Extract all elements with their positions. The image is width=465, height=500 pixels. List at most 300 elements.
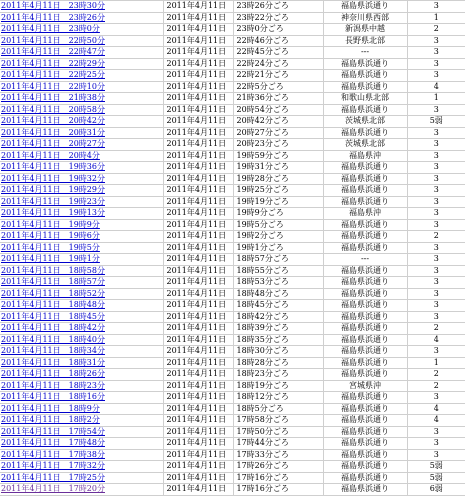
observed-date: 2011年4月11日 xyxy=(163,12,233,24)
report-link[interactable]: 2011年4月11日 22時10分 xyxy=(1,81,105,91)
observed-time: 21時36分ごろ xyxy=(233,93,323,105)
observed-date: 2011年4月11日 xyxy=(163,185,233,197)
table-row xyxy=(0,277,465,289)
report-link-cell xyxy=(0,1,163,13)
epicenter-area: 福島県浜通り xyxy=(323,58,407,70)
observed-time: 19時31分ごろ xyxy=(233,162,323,174)
report-link[interactable]: 2011年4月11日 18時31分 xyxy=(1,357,105,367)
report-link[interactable]: 2011年4月11日 17時54分 xyxy=(1,426,105,436)
report-link[interactable]: 2011年4月11日 23時26分 xyxy=(1,12,105,22)
observed-date: 2011年4月11日 xyxy=(163,231,233,243)
report-link[interactable]: 2011年4月11日 23時0分 xyxy=(1,24,100,34)
report-link[interactable]: 2011年4月11日 22時29分 xyxy=(1,58,105,68)
observed-date: 2011年4月11日 xyxy=(163,70,233,82)
report-link[interactable]: 2011年4月11日 18時34分 xyxy=(1,346,105,356)
max-intensity: 2 xyxy=(407,231,465,243)
report-link[interactable]: 2011年4月11日 19時9分 xyxy=(1,219,100,229)
observed-date: 2011年4月11日 xyxy=(163,81,233,93)
report-link-cell xyxy=(0,484,163,496)
table-row xyxy=(0,81,465,93)
report-link[interactable]: 2011年4月11日 18時2分 xyxy=(1,415,100,425)
epicenter-area: 茨城県北部 xyxy=(323,139,407,151)
report-link-cell xyxy=(0,323,163,335)
report-link[interactable]: 2011年4月11日 17時38分 xyxy=(1,449,105,459)
report-link[interactable]: 2011年4月11日 20時4分 xyxy=(1,150,100,160)
table-row xyxy=(0,403,465,415)
max-intensity: 3 xyxy=(407,47,465,59)
report-link[interactable]: 2011年4月11日 18時58分 xyxy=(1,265,105,275)
observed-time: 17時33分ごろ xyxy=(233,449,323,461)
report-link-cell xyxy=(0,70,163,82)
observed-date: 2011年4月11日 xyxy=(163,380,233,392)
report-link-cell xyxy=(0,219,163,231)
observed-date: 2011年4月11日 xyxy=(163,242,233,254)
observed-time: 19時2分ごろ xyxy=(233,231,323,243)
observed-date: 2011年4月11日 xyxy=(163,24,233,36)
epicenter-area: 福島県浜通り xyxy=(323,449,407,461)
observed-date: 2011年4月11日 xyxy=(163,357,233,369)
report-link[interactable]: 2011年4月11日 19時36分 xyxy=(1,162,105,172)
report-link-cell xyxy=(0,58,163,70)
table-row xyxy=(0,93,465,105)
report-link-cell xyxy=(0,311,163,323)
epicenter-area: 福島県浜通り xyxy=(323,484,407,496)
report-link-cell xyxy=(0,162,163,174)
epicenter-area: 福島県浜通り xyxy=(323,403,407,415)
table-row xyxy=(0,185,465,197)
report-link[interactable]: 2011年4月11日 19時32分 xyxy=(1,173,105,183)
observed-date: 2011年4月11日 xyxy=(163,346,233,358)
max-intensity: 3 xyxy=(407,265,465,277)
max-intensity: 5弱 xyxy=(407,461,465,473)
observed-time: 20時27分ごろ xyxy=(233,127,323,139)
max-intensity: 3 xyxy=(407,426,465,438)
table-row xyxy=(0,173,465,185)
report-link[interactable]: 2011年4月11日 17時20分 xyxy=(1,484,105,494)
table-row xyxy=(0,449,465,461)
report-link-cell xyxy=(0,461,163,473)
observed-date: 2011年4月11日 xyxy=(163,484,233,496)
observed-time: 19時59分ごろ xyxy=(233,150,323,162)
max-intensity: 3 xyxy=(407,449,465,461)
epicenter-area: 福島県浜通り xyxy=(323,472,407,484)
observed-date: 2011年4月11日 xyxy=(163,219,233,231)
report-link[interactable]: 2011年4月11日 17時25分 xyxy=(1,472,105,482)
report-link-cell xyxy=(0,81,163,93)
max-intensity: 3 xyxy=(407,219,465,231)
table-row xyxy=(0,472,465,484)
max-intensity: 3 xyxy=(407,150,465,162)
report-link-cell xyxy=(0,104,163,116)
table-row xyxy=(0,323,465,335)
report-link-cell xyxy=(0,196,163,208)
max-intensity: 4 xyxy=(407,403,465,415)
report-link-cell xyxy=(0,380,163,392)
observed-time: 17時26分ごろ xyxy=(233,461,323,473)
observed-time: 18時35分ごろ xyxy=(233,334,323,346)
report-link-cell xyxy=(0,357,163,369)
epicenter-area: 福島県浜通り xyxy=(323,288,407,300)
observed-time: 18時30分ごろ xyxy=(233,346,323,358)
table-row xyxy=(0,139,465,151)
report-link[interactable]: 2011年4月11日 19時5分 xyxy=(1,242,100,252)
table-row xyxy=(0,484,465,496)
report-link-cell xyxy=(0,254,163,266)
observed-time: 23時22分ごろ xyxy=(233,12,323,24)
report-link[interactable]: 2011年4月11日 22時50分 xyxy=(1,35,105,45)
epicenter-area: 福島県浜通り xyxy=(323,219,407,231)
observed-time: 17時58分ごろ xyxy=(233,415,323,427)
max-intensity: 3 xyxy=(407,438,465,450)
report-link-cell xyxy=(0,24,163,36)
table-row xyxy=(0,127,465,139)
observed-time: 18時28分ごろ xyxy=(233,357,323,369)
table-row xyxy=(0,357,465,369)
report-link-cell xyxy=(0,12,163,24)
report-link[interactable]: 2011年4月11日 18時45分 xyxy=(1,311,105,321)
max-intensity: 2 xyxy=(407,380,465,392)
observed-date: 2011年4月11日 xyxy=(163,300,233,312)
epicenter-area: 福島県沖 xyxy=(323,150,407,162)
table-row xyxy=(0,254,465,266)
report-link[interactable]: 2011年4月11日 19時1分 xyxy=(1,254,100,264)
max-intensity: 3 xyxy=(407,208,465,220)
report-link-cell xyxy=(0,185,163,197)
table-row xyxy=(0,24,465,36)
max-intensity: 4 xyxy=(407,81,465,93)
observed-time: 19時19分ごろ xyxy=(233,196,323,208)
table-row xyxy=(0,150,465,162)
report-link-cell xyxy=(0,426,163,438)
observed-time: 20時42分ごろ xyxy=(233,116,323,128)
observed-time: 17時50分ごろ xyxy=(233,426,323,438)
table-row xyxy=(0,334,465,346)
max-intensity: 3 xyxy=(407,242,465,254)
max-intensity: 3 xyxy=(407,196,465,208)
observed-date: 2011年4月11日 xyxy=(163,150,233,162)
observed-time: 18時53分ごろ xyxy=(233,277,323,289)
observed-time: 19時28分ごろ xyxy=(233,173,323,185)
max-intensity: 4 xyxy=(407,415,465,427)
max-intensity: 1 xyxy=(407,357,465,369)
report-link[interactable]: 2011年4月11日 18時9分 xyxy=(1,403,100,413)
observed-date: 2011年4月11日 xyxy=(163,438,233,450)
report-link-cell xyxy=(0,127,163,139)
report-link-cell xyxy=(0,47,163,59)
epicenter-area: 福島県浜通り xyxy=(323,392,407,404)
report-link[interactable]: 2011年4月11日 20時27分 xyxy=(1,139,105,149)
observed-date: 2011年4月11日 xyxy=(163,311,233,323)
max-intensity: 3 xyxy=(407,185,465,197)
observed-date: 2011年4月11日 xyxy=(163,472,233,484)
observed-date: 2011年4月11日 xyxy=(163,35,233,47)
table-row xyxy=(0,231,465,243)
observed-time: 18時42分ごろ xyxy=(233,311,323,323)
report-link-cell xyxy=(0,438,163,450)
observed-time: 20時23分ごろ xyxy=(233,139,323,151)
observed-time: 18時55分ごろ xyxy=(233,265,323,277)
table-row xyxy=(0,104,465,116)
observed-time: 22時5分ごろ xyxy=(233,81,323,93)
report-link[interactable]: 2011年4月11日 18時48分 xyxy=(1,300,105,310)
max-intensity: 3 xyxy=(407,311,465,323)
max-intensity: 2 xyxy=(407,323,465,335)
observed-time: 18時45分ごろ xyxy=(233,300,323,312)
report-link[interactable]: 2011年4月11日 19時6分 xyxy=(1,231,100,241)
observed-date: 2011年4月11日 xyxy=(163,449,233,461)
report-link[interactable]: 2011年4月11日 18時57分 xyxy=(1,277,105,287)
epicenter-area: 福島県浜通り xyxy=(323,334,407,346)
observed-time: 22時46分ごろ xyxy=(233,35,323,47)
report-link[interactable]: 2011年4月11日 22時25分 xyxy=(1,70,105,80)
observed-date: 2011年4月11日 xyxy=(163,173,233,185)
observed-time: 18時12分ごろ xyxy=(233,392,323,404)
observed-date: 2011年4月11日 xyxy=(163,277,233,289)
report-link-cell xyxy=(0,231,163,243)
observed-time: 19時1分ごろ xyxy=(233,242,323,254)
observed-date: 2011年4月11日 xyxy=(163,461,233,473)
epicenter-area: 新潟県中越 xyxy=(323,24,407,36)
observed-date: 2011年4月11日 xyxy=(163,1,233,13)
max-intensity: 3 xyxy=(407,139,465,151)
report-link-cell xyxy=(0,403,163,415)
epicenter-area: 福島県浜通り xyxy=(323,357,407,369)
report-link-cell xyxy=(0,242,163,254)
observed-time: 20時54分ごろ xyxy=(233,104,323,116)
table-row xyxy=(0,392,465,404)
epicenter-area: 福島県浜通り xyxy=(323,127,407,139)
epicenter-area: 福島県浜通り xyxy=(323,300,407,312)
observed-time: 23時26分ごろ xyxy=(233,1,323,13)
table-row xyxy=(0,242,465,254)
max-intensity: 5弱 xyxy=(407,116,465,128)
observed-date: 2011年4月11日 xyxy=(163,116,233,128)
report-link[interactable]: 2011年4月11日 21時38分 xyxy=(1,93,105,103)
max-intensity: 1 xyxy=(407,12,465,24)
observed-time: 17時44分ごろ xyxy=(233,438,323,450)
epicenter-area: 福島県浜通り xyxy=(323,81,407,93)
table-row xyxy=(0,380,465,392)
observed-date: 2011年4月11日 xyxy=(163,265,233,277)
table-row xyxy=(0,35,465,47)
observed-date: 2011年4月11日 xyxy=(163,415,233,427)
table-row xyxy=(0,311,465,323)
report-link[interactable]: 2011年4月11日 17時48分 xyxy=(1,438,105,448)
epicenter-area: 福島県浜通り xyxy=(323,415,407,427)
max-intensity: 4 xyxy=(407,334,465,346)
report-link[interactable]: 2011年4月11日 18時42分 xyxy=(1,323,105,333)
observed-date: 2011年4月11日 xyxy=(163,196,233,208)
epicenter-area: 和歌山県北部 xyxy=(323,93,407,105)
max-intensity: 3 xyxy=(407,1,465,13)
epicenter-area: 福島県浜通り xyxy=(323,196,407,208)
max-intensity: 3 xyxy=(407,392,465,404)
report-link-cell xyxy=(0,93,163,105)
report-link[interactable]: 2011年4月11日 20時31分 xyxy=(1,127,105,137)
report-link[interactable]: 2011年4月11日 18時40分 xyxy=(1,334,105,344)
report-link-cell xyxy=(0,346,163,358)
observed-time: 22時45分ごろ xyxy=(233,47,323,59)
report-link-cell xyxy=(0,208,163,220)
report-link-cell xyxy=(0,472,163,484)
observed-time: 18時39分ごろ xyxy=(233,323,323,335)
table-row xyxy=(0,426,465,438)
report-link-cell xyxy=(0,300,163,312)
table-row xyxy=(0,12,465,24)
report-link-cell xyxy=(0,116,163,128)
max-intensity: 3 xyxy=(407,58,465,70)
observed-date: 2011年4月11日 xyxy=(163,104,233,116)
table-row xyxy=(0,47,465,59)
epicenter-area: 福島県浜通り xyxy=(323,461,407,473)
observed-date: 2011年4月11日 xyxy=(163,47,233,59)
max-intensity: 3 xyxy=(407,173,465,185)
epicenter-area: 福島県浜通り xyxy=(323,1,407,13)
observed-date: 2011年4月11日 xyxy=(163,208,233,220)
epicenter-area: 宮城県沖 xyxy=(323,380,407,392)
report-link-cell xyxy=(0,288,163,300)
report-link-cell xyxy=(0,415,163,427)
report-link[interactable]: 2011年4月11日 20時42分 xyxy=(1,116,105,126)
report-link-cell xyxy=(0,173,163,185)
report-link[interactable]: 2011年4月11日 22時47分 xyxy=(1,47,105,57)
epicenter-area: --- xyxy=(323,254,407,266)
epicenter-area: 福島県浜通り xyxy=(323,104,407,116)
table-row xyxy=(0,288,465,300)
observed-date: 2011年4月11日 xyxy=(163,58,233,70)
max-intensity: 3 xyxy=(407,277,465,289)
epicenter-area: 長野県北部 xyxy=(323,35,407,47)
report-link[interactable]: 2011年4月11日 18時23分 xyxy=(1,380,105,390)
epicenter-area: 福島県沖 xyxy=(323,208,407,220)
epicenter-area: 福島県浜通り xyxy=(323,346,407,358)
table-row xyxy=(0,58,465,70)
epicenter-area: 茨城県北部 xyxy=(323,116,407,128)
max-intensity: 3 xyxy=(407,35,465,47)
epicenter-area: 福島県浜通り xyxy=(323,185,407,197)
observed-time: 22時21分ごろ xyxy=(233,70,323,82)
epicenter-area: 福島県浜通り xyxy=(323,173,407,185)
table-row xyxy=(0,196,465,208)
report-link[interactable]: 2011年4月11日 18時52分 xyxy=(1,288,105,298)
observed-time: 17時16分ごろ xyxy=(233,484,323,496)
observed-date: 2011年4月11日 xyxy=(163,162,233,174)
max-intensity: 3 xyxy=(407,346,465,358)
table-row xyxy=(0,461,465,473)
report-link[interactable]: 2011年4月11日 17時32分 xyxy=(1,461,105,471)
epicenter-area: 福島県浜通り xyxy=(323,231,407,243)
table-row xyxy=(0,415,465,427)
earthquake-table-body xyxy=(0,1,465,496)
observed-date: 2011年4月11日 xyxy=(163,403,233,415)
max-intensity: 3 xyxy=(407,254,465,266)
report-link[interactable]: 2011年4月11日 19時29分 xyxy=(1,185,105,195)
observed-date: 2011年4月11日 xyxy=(163,254,233,266)
report-link-cell xyxy=(0,35,163,47)
table-row xyxy=(0,265,465,277)
table-row xyxy=(0,162,465,174)
epicenter-area: 福島県浜通り xyxy=(323,70,407,82)
report-link[interactable]: 2011年4月11日 18時16分 xyxy=(1,392,105,402)
max-intensity: 3 xyxy=(407,162,465,174)
observed-time: 19時25分ごろ xyxy=(233,185,323,197)
report-link-cell xyxy=(0,139,163,151)
observed-time: 22時24分ごろ xyxy=(233,58,323,70)
max-intensity: 1 xyxy=(407,93,465,105)
epicenter-area: 福島県浜通り xyxy=(323,426,407,438)
epicenter-area: 福島県浜通り xyxy=(323,242,407,254)
observed-date: 2011年4月11日 xyxy=(163,127,233,139)
report-link-cell xyxy=(0,265,163,277)
report-link[interactable]: 2011年4月11日 19時23分 xyxy=(1,196,105,206)
report-link-cell xyxy=(0,150,163,162)
observed-time: 17時16分ごろ xyxy=(233,472,323,484)
observed-time: 19時9分ごろ xyxy=(233,208,323,220)
table-row xyxy=(0,346,465,358)
max-intensity: 3 xyxy=(407,288,465,300)
max-intensity: 3 xyxy=(407,127,465,139)
report-link-cell xyxy=(0,449,163,461)
observed-time: 18時23分ごろ xyxy=(233,369,323,381)
observed-date: 2011年4月11日 xyxy=(163,288,233,300)
report-link-cell xyxy=(0,334,163,346)
max-intensity: 2 xyxy=(407,369,465,381)
table-row xyxy=(0,219,465,231)
epicenter-area: 福島県浜通り xyxy=(323,438,407,450)
max-intensity: 2 xyxy=(407,24,465,36)
epicenter-area: --- xyxy=(323,47,407,59)
table-row xyxy=(0,369,465,381)
max-intensity: 6弱 xyxy=(407,484,465,496)
observed-date: 2011年4月11日 xyxy=(163,139,233,151)
observed-date: 2011年4月11日 xyxy=(163,93,233,105)
observed-time: 18時5分ごろ xyxy=(233,403,323,415)
epicenter-area: 福島県浜通り xyxy=(323,162,407,174)
table-row xyxy=(0,116,465,128)
max-intensity: 3 xyxy=(407,104,465,116)
observed-time: 19時5分ごろ xyxy=(233,219,323,231)
report-link-cell xyxy=(0,392,163,404)
max-intensity: 3 xyxy=(407,300,465,312)
report-link[interactable]: 2011年4月11日 18時26分 xyxy=(1,369,105,379)
epicenter-area: 福島県浜通り xyxy=(323,265,407,277)
table-row xyxy=(0,300,465,312)
table-row xyxy=(0,70,465,82)
report-link-cell xyxy=(0,277,163,289)
report-link[interactable]: 2011年4月11日 20時58分 xyxy=(1,104,105,114)
observed-date: 2011年4月11日 xyxy=(163,369,233,381)
observed-date: 2011年4月11日 xyxy=(163,334,233,346)
observed-date: 2011年4月11日 xyxy=(163,392,233,404)
epicenter-area: 福島県浜通り xyxy=(323,323,407,335)
observed-time: 23時0分ごろ xyxy=(233,24,323,36)
observed-time: 18時48分ごろ xyxy=(233,288,323,300)
observed-date: 2011年4月11日 xyxy=(163,323,233,335)
observed-date: 2011年4月11日 xyxy=(163,426,233,438)
epicenter-area: 神奈川県西部 xyxy=(323,12,407,24)
observed-time: 18時57分ごろ xyxy=(233,254,323,266)
epicenter-area: 福島県浜通り xyxy=(323,369,407,381)
max-intensity: 3 xyxy=(407,70,465,82)
observed-time: 18時19分ごろ xyxy=(233,380,323,392)
table-row xyxy=(0,438,465,450)
epicenter-area: 福島県浜通り xyxy=(323,277,407,289)
report-link-cell xyxy=(0,369,163,381)
report-link[interactable]: 2011年4月11日 19時13分 xyxy=(1,208,105,218)
max-intensity: 5弱 xyxy=(407,472,465,484)
report-link[interactable]: 2011年4月11日 23時30分 xyxy=(1,1,105,11)
epicenter-area: 福島県浜通り xyxy=(323,311,407,323)
